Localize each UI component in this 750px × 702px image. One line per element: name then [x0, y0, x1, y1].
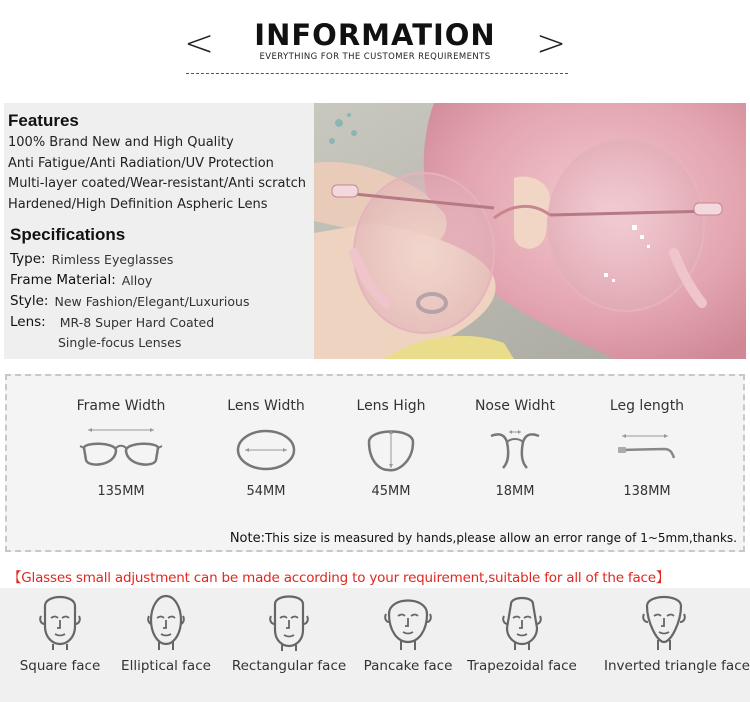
product-photo-illustration [314, 103, 746, 359]
leg-length-icon [587, 422, 707, 474]
frame-width-icon [61, 422, 181, 474]
chevron-left-icon[interactable]: < [184, 23, 215, 64]
specifications-title: Specifications [10, 225, 126, 244]
face-shapes-row [0, 588, 750, 702]
face-trapezoidal-icon [499, 592, 545, 652]
note-text: This size is measured by hands,please allow an error range of 1~5mm,thanks. [264, 531, 737, 545]
spec-label: Style: [10, 293, 49, 309]
face-pancake [348, 592, 468, 674]
size-section [5, 374, 745, 552]
lens-height-icon [331, 422, 451, 474]
face-label: Square face [19, 658, 101, 674]
feature-item: 100% Brand New and High Quality [8, 135, 234, 150]
spec-value: MR-8 Super Hard Coated [59, 315, 215, 330]
feature-item: Multi-layer coated/Wear-resistant/Anti scratch [8, 176, 306, 191]
nose-width-icon [455, 422, 575, 474]
face-square [0, 592, 120, 674]
features-title: Features [8, 111, 79, 130]
measurement-frame-width [61, 398, 181, 499]
face-inverted-triangle-icon [641, 592, 687, 652]
spec-label: Lens: [10, 314, 46, 330]
spec-value: Rimless Eyeglasses [51, 252, 174, 267]
spec-label: Type: [10, 251, 46, 267]
measurement-label: Frame Width [76, 398, 166, 414]
feature-item: Hardened/High Definition Aspheric Lens [8, 196, 268, 212]
spec-value: Alloy [121, 273, 153, 288]
header [0, 0, 750, 100]
page-subtitle: EVERYTHING FOR THE CUSTOMER REQUIREMENTS [259, 52, 491, 62]
face-label: Elliptical face [121, 658, 211, 674]
measurement-value: 45MM [371, 484, 411, 499]
measurement-value: 54MM [246, 484, 286, 499]
features-list [8, 133, 306, 215]
lens-width-icon [206, 422, 326, 474]
measurement-value: 135MM [97, 484, 145, 499]
spec-row-style [10, 291, 249, 312]
measurement-note [230, 531, 737, 546]
measurement-value: 138MM [623, 484, 671, 499]
measurement-label: Lens Width [227, 398, 305, 414]
face-pancake-icon [383, 592, 433, 652]
page-title: INFORMATION [254, 18, 496, 52]
spec-row-lens [10, 312, 249, 333]
face-elliptical-icon [143, 592, 189, 652]
header-divider [186, 73, 568, 74]
spec-row-material [10, 270, 249, 291]
face-rectangular-icon [266, 592, 312, 652]
spec-label: Frame Material: [10, 272, 116, 288]
face-rectangular [229, 592, 349, 674]
face-square-icon [37, 592, 83, 652]
measurement-leg-length [587, 398, 707, 499]
note-label: Note: [229, 531, 265, 546]
measurement-label: Nose Widht [474, 398, 556, 414]
face-label: Rectangular face [231, 658, 347, 674]
spec-row-type [10, 249, 249, 270]
face-label: Trapezoidal face [467, 658, 577, 674]
measurement-lens-width [206, 398, 326, 499]
product-photo [314, 103, 746, 359]
measurement-value: 18MM [495, 484, 535, 499]
face-label: Pancake face [363, 658, 453, 674]
feature-item: Anti Fatigue/Anti Radiation/UV Protection [8, 155, 274, 171]
face-trapezoidal [462, 592, 582, 674]
face-inverted-triangle [604, 592, 750, 674]
measurement-label: Lens High [356, 398, 426, 414]
chevron-right-icon[interactable]: > [536, 23, 567, 64]
face-label: Inverted triangle face [604, 658, 750, 674]
spec-value-continued: Single-focus Lenses [58, 335, 182, 350]
features-panel [4, 103, 314, 359]
specifications-list [10, 249, 249, 353]
measurement-label: Leg length [609, 398, 685, 414]
measurement-lens-height [331, 398, 451, 499]
adjustment-notice: 【Glasses small adjustment can be made according to your requirement,suitable for all of the face】 [8, 570, 670, 586]
face-elliptical [106, 592, 226, 674]
measurement-nose-width [455, 398, 575, 499]
spec-value: New Fashion/Elegant/Luxurious [54, 294, 250, 309]
